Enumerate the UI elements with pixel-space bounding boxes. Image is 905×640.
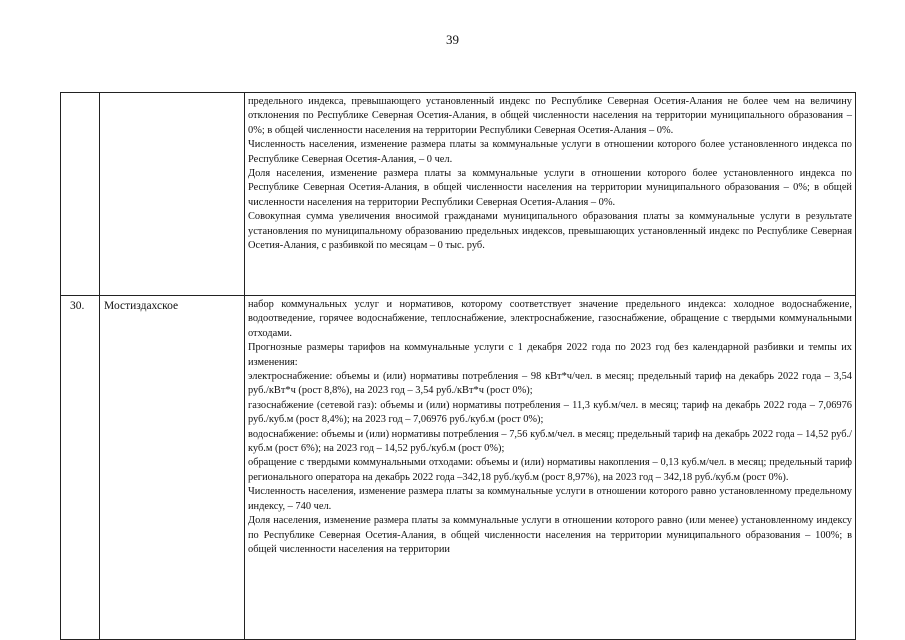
paragraph: Численность населения, изменение размера платы за коммунальные услуги в отношении которого более установленного индекса по Республике Северная Осетия-Алания, – 0 чел. xyxy=(248,139,852,165)
paragraph: водоснабжение: объемы и (или) нормативы потребления – 7,56 куб.м/чел. в месяц; предельный тариф на декабрь 2022 года – 14,52 руб./куб.м (рост 6%); на 2023 год – 14,52 руб./куб.м (рост 0%); xyxy=(248,428,852,455)
table-row xyxy=(61,93,856,296)
description-cell xyxy=(245,93,856,296)
municipality-name-cell xyxy=(100,296,245,640)
paragraph: обращение с твердыми коммунальными отходами: объемы и (или) нормативы накопления – 0,13 куб.м/чел. в месяц; предельный тариф регионального оператора на декабрь 2022 года –342,18 руб./куб.м (рост 8,97%), на 2023 год – 342,18 руб./куб.м (рост 0%). xyxy=(248,457,852,483)
municipality-name: Мостиздахское xyxy=(104,300,179,312)
row-number-cell xyxy=(61,296,100,640)
description-cell xyxy=(245,296,856,640)
page-number: 39 xyxy=(446,32,459,47)
paragraph: Доля населения, изменение размера платы за коммунальные услуги в отношении которого равно (или менее) установленному индексу по Республике Северная Осетия-Алания, в общей численности населения на территории муниципального образования – 100%; в общей численности населения на территории xyxy=(248,515,852,555)
paragraph: электроснабжение: объемы и (или) нормативы потребления – 98 кВт*ч/чел. в месяц; предельный тариф на декабрь 2022 года – 3,54 руб./кВт*ч (рост 8,8%), на 2023 год – 3,54 руб./кВт*ч (рост 0%); xyxy=(248,371,852,397)
paragraph: газоснабжение (сетевой газ): объемы и (или) нормативы потребления – 11,3 куб.м/чел. в месяц; тариф на декабрь 2022 года – 7,06976 руб./куб.м (рост 8,4%); на 2023 год – 7,06976 руб./куб.м (рост 0%); xyxy=(248,399,852,426)
paragraph: Прогнозные размеры тарифов на коммунальные услуги с 1 декабря 2022 года по 2023 год без календарной разбивки и темпы их изменения: xyxy=(248,342,852,368)
municipality-name xyxy=(100,93,244,97)
paragraph: Доля населения, изменение размера платы за коммунальные услуги в отношении которого более установленного индекса по Республике Северная Осетия-Алания, в общей численности населения на территории муниципального образования – 0%; в общей численности населения на территории Республики Северная Осетия-Алания – 0%. xyxy=(248,168,852,208)
table-row xyxy=(61,296,856,640)
paragraph: Численность населения, изменение размера платы за коммунальные услуги в отношении которого равно установленному предельному индексу, – 740 чел. xyxy=(248,486,852,512)
municipal-table xyxy=(60,92,856,640)
municipality-name-cell xyxy=(100,93,245,296)
row-number: 30. xyxy=(70,300,85,312)
row-number-cell xyxy=(61,93,100,296)
paragraph: предельного индекса, превышающего установленный индекс по Республике Северная Осетия-Алания не более чем на величину отклонения по Республике Северная Осетия-Алания, в общей численности населения на территории муниципального образования – 0%; в общей численности населения на территории Республики Северная Осетия-Алания – 0%. xyxy=(248,96,852,136)
paragraph: Совокупная сумма увеличения вносимой гражданами муниципального образования платы за коммунальные услуги в результате установления по муниципальному образованию предельных индексов, превышающих установленный индекс по Республике Северная Осетия-Алания, с разбивкой по месяцам – 0 тыс. руб. xyxy=(248,211,852,252)
row-number xyxy=(61,93,99,97)
paragraph: набор коммунальных услуг и нормативов, которому соответствует значение предельного индекса: холодное водоснабжение, водоотведение, горячее водоснабжение, теплоснабжение, электроснабжение, газоснабжение, обращение с твердыми коммунальными отходами. xyxy=(248,299,852,339)
